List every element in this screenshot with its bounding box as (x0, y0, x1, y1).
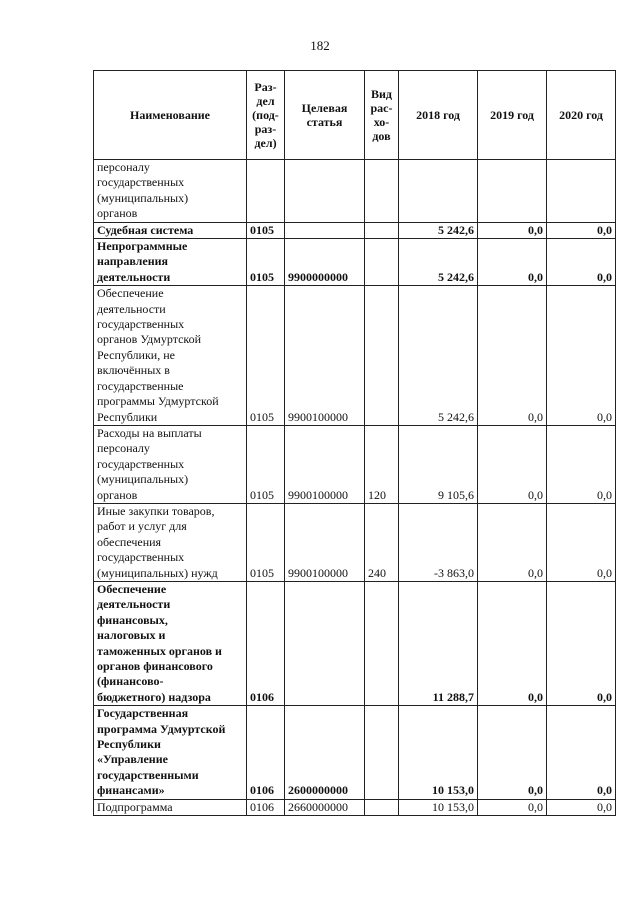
table-row (94, 799, 616, 815)
cell-name: Государственная программа Удмуртской Республики «Управление государственными финансами» (94, 706, 247, 799)
cell-y2018 (399, 160, 478, 223)
cell-name: Обеспечение деятельности финансовых, налоговых и таможенных органов и органов финансового (финансово- бюджетного) надзора (94, 581, 247, 705)
header-section (247, 71, 285, 160)
header-target (285, 71, 365, 160)
cell-section: 0106 (247, 581, 285, 705)
cell-section: 0105 (247, 503, 285, 581)
cell-y2019: 0,0 (478, 581, 547, 705)
cell-kind (365, 286, 399, 426)
header-kind (365, 71, 399, 160)
table-row (94, 706, 616, 799)
cell-kind (365, 581, 399, 705)
cell-kind (365, 799, 399, 815)
cell-kind (365, 222, 399, 238)
cell-y2018: 5 242,6 (399, 222, 478, 238)
cell-section: 0106 (247, 706, 285, 799)
cell-name: Иные закупки товаров, работ и услуг для обеспечения государственных (муниципальных) нужд (94, 503, 247, 581)
page-number: 182 (310, 38, 330, 53)
table-row (94, 503, 616, 581)
table-row (94, 239, 616, 286)
header-section-text: Раз- дел (под- раз- дел) (252, 80, 279, 150)
cell-target: 2600000000 (285, 706, 365, 799)
cell-section: 0105 (247, 286, 285, 426)
cell-section: 0105 (247, 425, 285, 503)
cell-target: 9900100000 (285, 425, 365, 503)
cell-name: персоналу государственных (муниципальных) органов (94, 160, 247, 223)
cell-y2019: 0,0 (478, 425, 547, 503)
cell-name: Судебная система (94, 222, 247, 238)
table-row (94, 286, 616, 426)
header-2020: 2020 год (547, 71, 616, 160)
header-kind-text: Вид рас- хо- дов (370, 87, 393, 143)
cell-target (285, 581, 365, 705)
cell-y2019: 0,0 (478, 503, 547, 581)
cell-y2018: 11 288,7 (399, 581, 478, 705)
cell-y2019: 0,0 (478, 239, 547, 286)
cell-y2018: 9 105,6 (399, 425, 478, 503)
table-row (94, 160, 616, 223)
cell-name: Непрограммные направления деятельности (94, 239, 247, 286)
cell-target (285, 160, 365, 223)
cell-y2019: 0,0 (478, 799, 547, 815)
cell-y2018: 10 153,0 (399, 706, 478, 799)
cell-y2020: 0,0 (547, 706, 616, 799)
cell-y2019 (478, 160, 547, 223)
cell-y2020: 0,0 (547, 503, 616, 581)
cell-y2019: 0,0 (478, 222, 547, 238)
cell-target: 2660000000 (285, 799, 365, 815)
cell-y2018: 5 242,6 (399, 286, 478, 426)
table-header-row (94, 71, 616, 160)
cell-name: Подпрограмма (94, 799, 247, 815)
header-name: Наименование (94, 71, 247, 160)
cell-section: 0105 (247, 222, 285, 238)
header-2019: 2019 год (478, 71, 547, 160)
cell-y2019: 0,0 (478, 286, 547, 426)
cell-y2020: 0,0 (547, 581, 616, 705)
cell-section: 0106 (247, 799, 285, 815)
header-2018: 2018 год (399, 71, 478, 160)
budget-table (93, 70, 616, 816)
cell-section: 0105 (247, 239, 285, 286)
table-row (94, 581, 616, 705)
cell-y2018: -3 863,0 (399, 503, 478, 581)
cell-y2020: 0,0 (547, 286, 616, 426)
cell-target (285, 222, 365, 238)
cell-y2020: 0,0 (547, 799, 616, 815)
cell-target: 9900100000 (285, 503, 365, 581)
table-row (94, 222, 616, 238)
cell-target: 9900100000 (285, 286, 365, 426)
table-row (94, 425, 616, 503)
cell-kind: 240 (365, 503, 399, 581)
cell-name: Расходы на выплаты персоналу государственных (муниципальных) органов (94, 425, 247, 503)
cell-y2018: 10 153,0 (399, 799, 478, 815)
cell-kind (365, 160, 399, 223)
cell-y2020: 0,0 (547, 425, 616, 503)
cell-target: 9900000000 (285, 239, 365, 286)
cell-kind (365, 239, 399, 286)
cell-y2019: 0,0 (478, 706, 547, 799)
cell-y2018: 5 242,6 (399, 239, 478, 286)
cell-section (247, 160, 285, 223)
cell-name: Обеспечение деятельности государственных органов Удмуртской Республики, не включённых в государственные программы Удмуртской Республики (94, 286, 247, 426)
cell-y2020: 0,0 (547, 222, 616, 238)
cell-y2020 (547, 160, 616, 223)
cell-y2020: 0,0 (547, 239, 616, 286)
header-target-text: Целевая статья (301, 101, 348, 129)
cell-kind: 120 (365, 425, 399, 503)
cell-kind (365, 706, 399, 799)
